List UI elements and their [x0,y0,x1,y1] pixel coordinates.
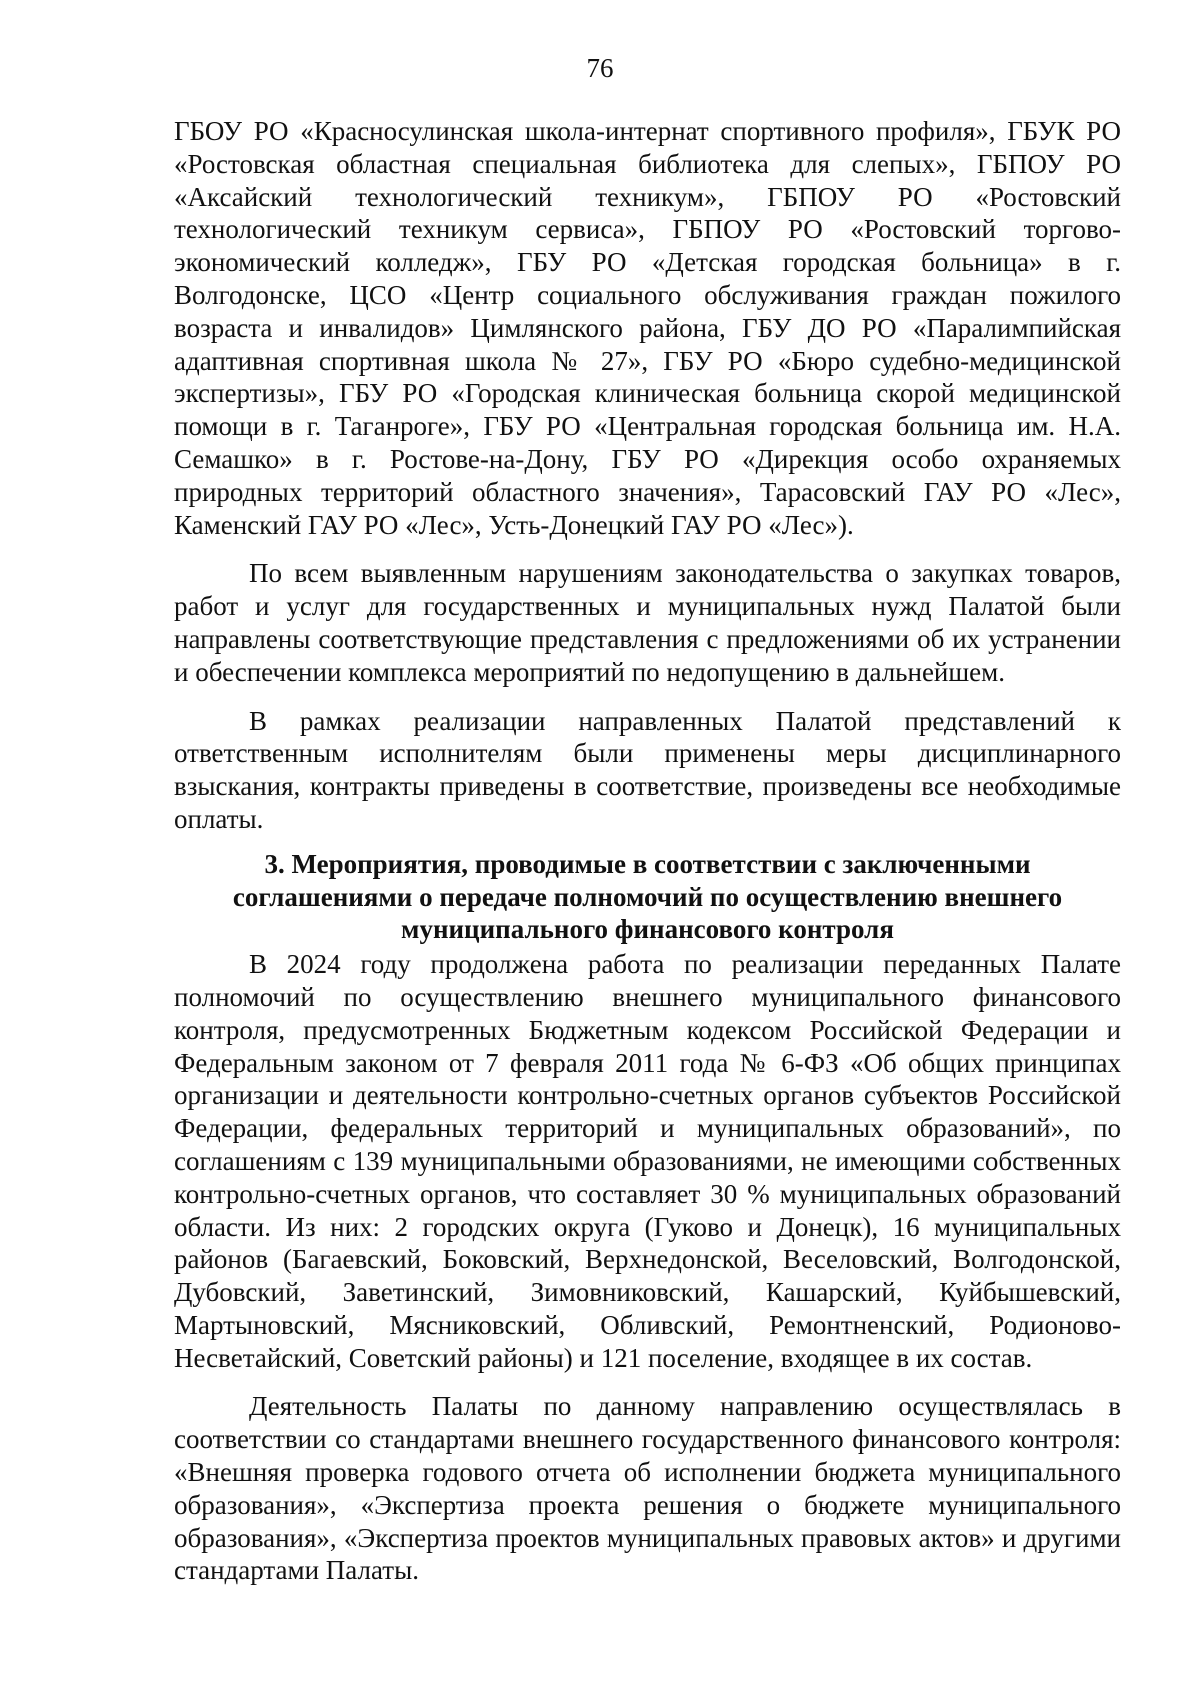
section-heading-line: соглашениями о передаче полномочий по осуществлению внешнего [232,881,1063,912]
paragraph-violations: По всем выявленным нарушениям законодательства о закупках товаров, работ и услуг для государственных и муниципальных нужд Палатой были направлены соответствующие представления с предложениями об их устранении и обеспечении комплекса мероприятий по недопущению в дальнейшем. [174,558,1121,687]
paragraph-institutions-list: ГБОУ РО «Красносулинская школа-интернат спортивного профиля», ГБУК РО «Ростовская областная специальная библиотека для слепых», ГБПОУ РО «Аксайский технологический техникум», ГБПОУ РО «Ростовский технологический техникум сервиса», ГБПОУ РО «Ростовский торгово-экономический колледж», ГБУ РО «Детская городская больница» в г. Волгодонске, ЦСО «Центр социального обслуживания граждан пожилого возраста и инвалидов» Цимлянского района, ГБУ ДО РО «Паралимпийская адаптивная спортивная школа № 27», ГБУ РО «Бюро судебно-медицинской экспертизы», ГБУ РО «Городская клиническая больница скорой медицинской помощи в г. Таганроге», ГБУ РО «Центральная городская больница им. Н.А. Семашко» в г. Ростове-на-Дону, ГБУ РО «Дирекция особо охраняемых природных территорий областного значения», Тарасовский ГАУ РО «Лес», Каменский ГАУ РО «Лес», Усть-Донецкий ГАУ РО «Лес»). [174,116,1121,540]
section-heading [174,848,1121,946]
section-heading-line: муниципального финансового контроля [401,914,894,945]
paragraph-disciplinary-measures: В рамках реализации направленных Палатой представлений к ответственным исполнителям были применены меры дисциплинарного взыскания, контракты приведены в соответствие, произведены все необходимые оплаты. [174,705,1121,834]
paragraph-delegated-powers: В 2024 году продолжена работа по реализации переданных Палате полномочий по осуществлению внешнего муниципального финансового контроля, предусмотренных Бюджетным кодексом Российской Федерации и Федеральным законом от 7 февраля 2011 года № 6-ФЗ «Об общих принципах организации и деятельности контрольно-счетных органов субъектов Российской Федерации, федеральных территорий и муниципальных образований», по соглашениям с 139 муниципальными образованиями, не имеющими собственных контрольно-счетных органов, что составляет 30 % муниципальных образований области. Из них: 2 городских округа (Гуково и Донецк), 16 муниципальных районов (Багаевский, Боковский, Верхнедонской, Веселовский, Волгодонской, Дубовский, Заветинский, Зимовниковский, Кашарский, Куйбышевский, Мартыновский, Мясниковский, Обливский, Ремонтненский, Родионово-Несветайский, Советский районы) и 121 поселение, входящее в их состав. [174,949,1121,1373]
section-heading-line: 3. Мероприятия, проводимые в соответствии с заключенными [264,848,1031,879]
page-body [174,115,1121,1603]
paragraph-standards: Деятельность Палаты по данному направлению осуществлялась в соответствии со стандартами внешнего государственного финансового контроля: «Внешняя проверка годового отчета об исполнении бюджета муниципального образования», «Экспертиза проекта решения о бюджете муниципального образования», «Экспертиза проектов муниципальных правовых актов» и другими стандартами Палаты. [174,1391,1121,1586]
page-number: 76 [586,53,614,83]
